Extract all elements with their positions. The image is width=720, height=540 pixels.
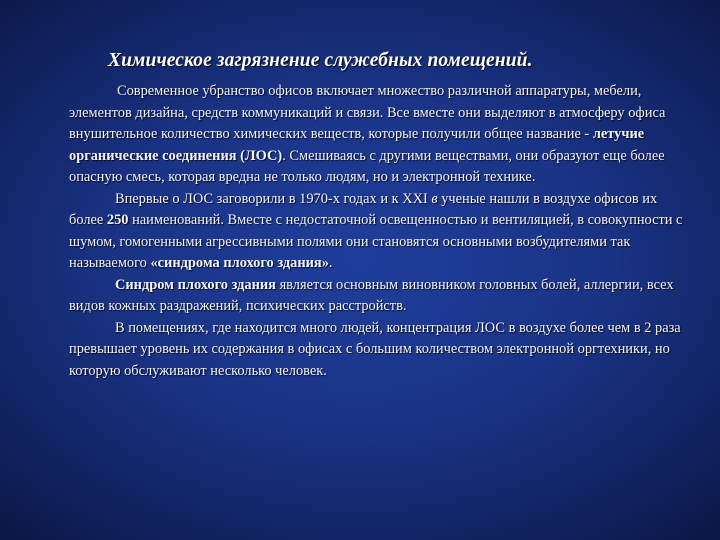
sick-building-heading: Синдром плохого здания (115, 276, 276, 293)
paragraph-2-text: Впервые о ЛОС заговорили в 1970-х годах и к XXI (115, 190, 432, 207)
paragraph-3-text: является основным виновником головных болей, аллергии, всех видов кожных раздражений, психических расстройств. (69, 276, 674, 314)
paragraph-1 (69, 81, 684, 189)
paragraph-2 (69, 189, 684, 275)
compound-count: 250 (106, 212, 129, 228)
paragraph-4 (69, 318, 684, 383)
sick-building-term: «синдрома плохого здания» (150, 255, 329, 271)
slide-body (69, 81, 684, 382)
voc-term: летучие органические соединения (ЛОС) (69, 126, 645, 164)
paragraph-2-text-end: . (328, 255, 333, 271)
paragraph-4-text: В помещениях, где находится много людей, концентрация ЛОС в воздухе более чем в 2 раза превышает уровень их содержания в офисах с большим количеством электронной оргтехники, но которую обслуживают несколько человек. (69, 319, 681, 379)
paragraph-1-text: Современное убранство офисов включает множество различной аппаратуры, мебели, элементов дизайна, средств коммуникаций и связи. Все вместе они выделяют в атмосферу офиса внушительное количество химических веществ, которые получили общее название - (69, 83, 666, 142)
paragraph-3 (69, 275, 684, 318)
paragraph-2-text-mid2: наименований. Вместе с недостаточной освещенностью и вентиляцией, в совокупности с шумом, гомогенными агрессивными полями они становятся основными возбудителями так называемого (69, 212, 683, 271)
paragraph-2-text-mid: ученые нашли в воздухе офисов их более (69, 190, 658, 228)
slide-title: Химическое загрязнение служебных помещений. (108, 50, 533, 71)
century-abbrev: в (431, 190, 438, 207)
paragraph-1-text-end: . Смешиваясь с другими веществами, они образуют еще более опасную смесь, которая вредна не только людям, но и электронной технике. (69, 147, 665, 185)
